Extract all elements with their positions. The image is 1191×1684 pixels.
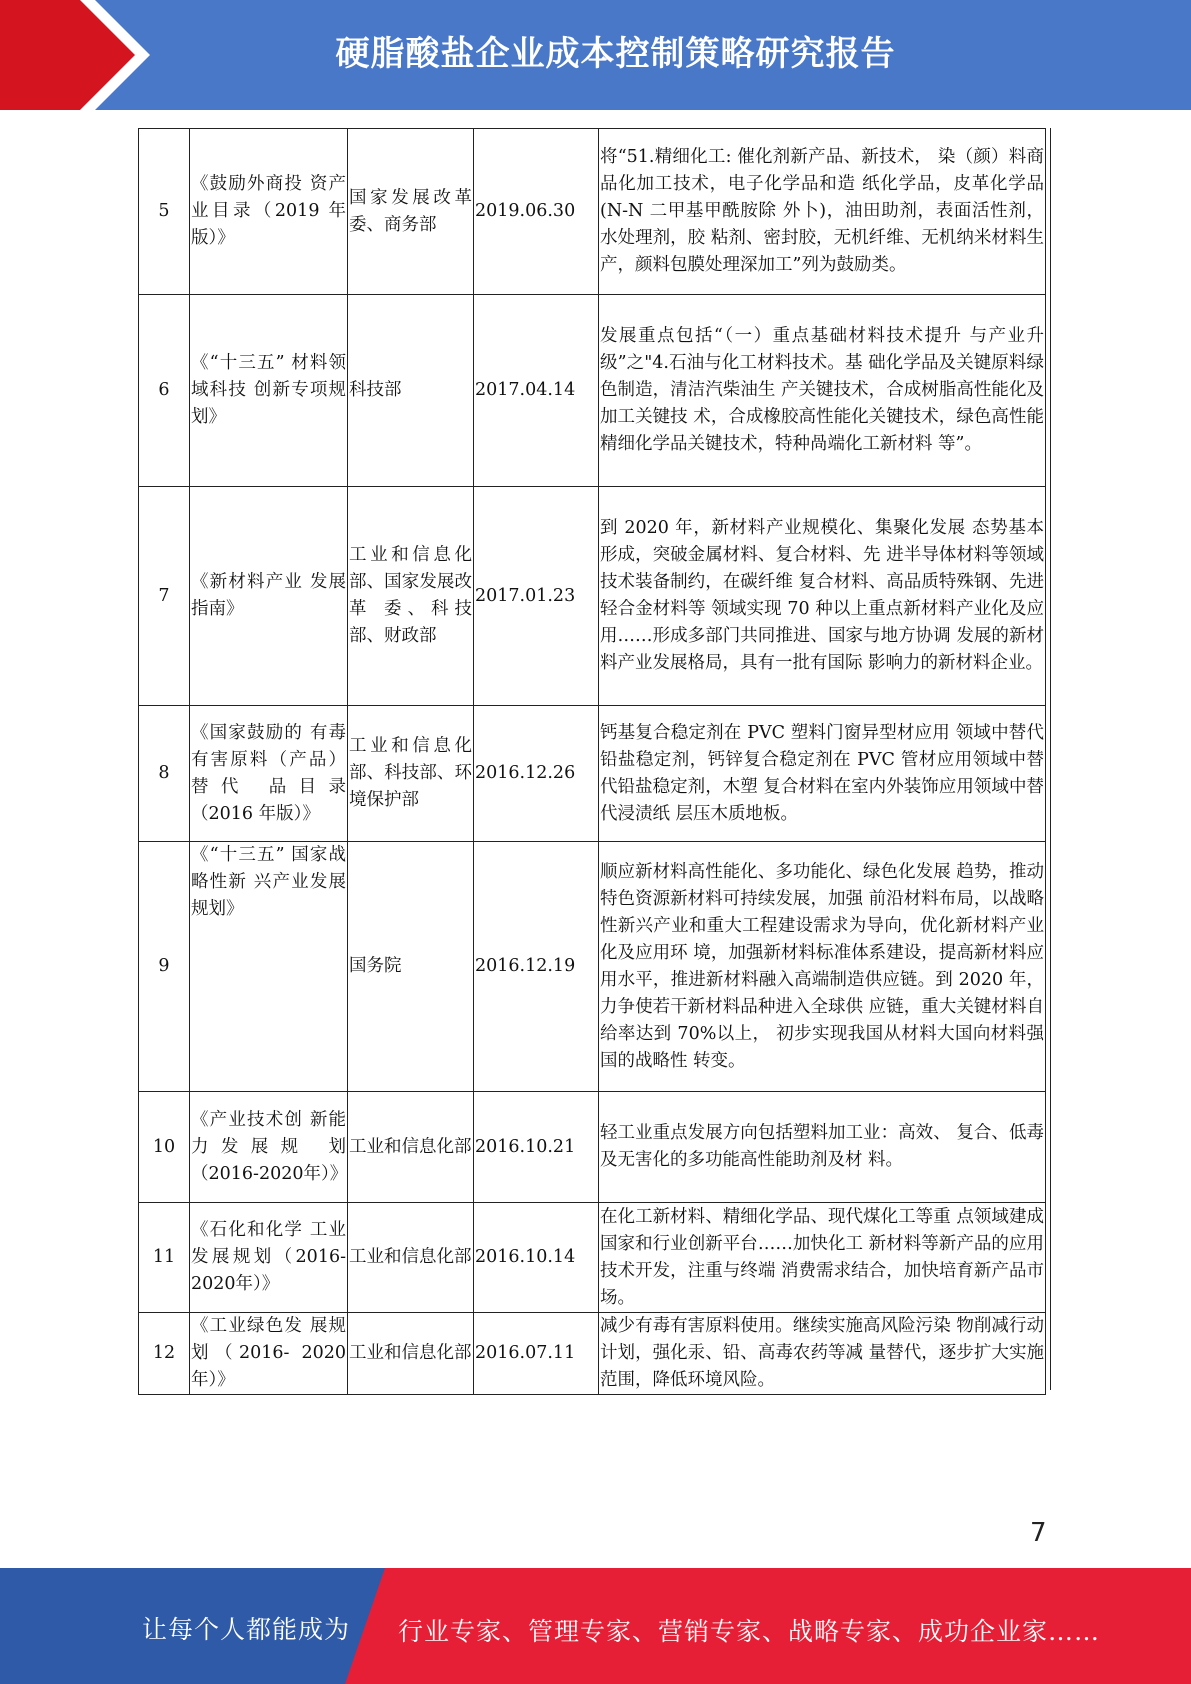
row-number: 8 (139, 706, 190, 842)
issue-date: 2016.07.11 (474, 1313, 599, 1395)
table-row (139, 842, 1046, 1092)
issue-date: 2016.10.14 (474, 1203, 599, 1313)
issue-date: 2016.10.21 (474, 1092, 599, 1203)
issue-date: 2017.01.23 (474, 487, 599, 706)
table-row (139, 1313, 1046, 1395)
policy-table-container (138, 128, 1046, 1395)
page-number: 7 (1030, 1518, 1047, 1548)
row-number: 5 (139, 129, 190, 295)
row-number: 11 (139, 1203, 190, 1313)
row-number: 10 (139, 1092, 190, 1203)
table-row (139, 706, 1046, 842)
row-number: 6 (139, 295, 190, 487)
issue-date: 2017.04.14 (474, 295, 599, 487)
page-title: 硬脂酸盐企业成本控制策略研究报告 (335, 34, 896, 74)
issuing-department: 国家发展改革委、商务部 (348, 129, 474, 295)
issue-date: 2019.06.30 (474, 129, 599, 295)
policy-content: 减少有毒有害原料使用。继续实施高风险污染 物削减行动计划，强化汞、铅、高毒农药等减 量替代，逐步扩大实施范围，降低环境风险。 (599, 1313, 1046, 1395)
page-header (0, 0, 1191, 110)
table-row (139, 1203, 1046, 1313)
policy-name: 《鼓励外商投 资产业目录（2019 年版）》 (190, 129, 348, 295)
policy-content: 钙基复合稳定剂在 PVC 塑料门窗异型材应用 领域中替代铅盐稳定剂，钙锌复合稳定剂在 PVC 管材应用领域中替代铅盐稳定剂，木塑 复合材料在室内外装饰应用领域中替代浸渍纸 层压木质地板。 (599, 706, 1046, 842)
issuing-department: 工业和信息化部、国家发展改革 委、科技 部、财政部 (348, 487, 474, 706)
page-footer (0, 1568, 1191, 1684)
policy-name: 《产业技术创 新能力发展规 划（2016-2020年）》 (190, 1092, 348, 1203)
policy-name: 《石化和化学 工业发展规划（2016-2020年）》 (190, 1203, 348, 1313)
table-right-border (1050, 128, 1051, 1390)
issue-date: 2016.12.19 (474, 842, 599, 1092)
policy-content: 到 2020 年，新材料产业规模化、集聚化发展 态势基本形成，突破金属材料、复合材料、先 进半导体材料等领域技术装备制约，在碳纤维 复合材料、高品质特殊钢、先进轻合金材料等 领域实现 70 种以上重点新材料产业化及应 用……形成多部门共同推进、国家与地方协调 发展的新材料产业发展格局，具有一批有国际 影响力的新材料企业。 (599, 487, 1046, 706)
policy-name: 《工业绿色发 展规划（2016- 2020年）》 (190, 1313, 348, 1395)
table-row (139, 1092, 1046, 1203)
policy-content: 将“51.精细化工: 催化剂新产品、新技术， 染（颜）料商品化加工技术，电子化学品和造 纸化学品，皮革化学品(N-N 二甲基甲酰胺除 外卜)，油田助剂，表面活性剂，水处理剂，胶 粘剂、密封胶，无机纤维、无机纳米材料生 产，颜料包膜处理深加工”列为鼓励类。 (599, 129, 1046, 295)
policy-table (138, 128, 1046, 1395)
row-number: 9 (139, 842, 190, 1092)
policy-name: 《国家鼓励的 有毒有害原料（产品）替代 品目录（2016 年版）》 (190, 706, 348, 842)
issuing-department: 工业和信息化部 (348, 1092, 474, 1203)
issuing-department: 工业和信息化部 (348, 1203, 474, 1313)
row-number: 7 (139, 487, 190, 706)
row-number: 12 (139, 1313, 190, 1395)
policy-content: 在化工新材料、精细化学品、现代煤化工等重 点领域建成国家和行业创新平台……加快化工 新材料等新产品的应用技术开发，注重与终端 消费需求结合，加快培育新产品市场。 (599, 1203, 1046, 1313)
issuing-department: 工业和信息化部、科技部、环境保护部 (348, 706, 474, 842)
policy-name: 《新材料产业 发展指南》 (190, 487, 348, 706)
policy-content: 轻工业重点发展方向包括塑料加工业：高效、 复合、低毒及无害化的多功能高性能助剂及材 料。 (599, 1092, 1046, 1203)
issue-date: 2016.12.26 (474, 706, 599, 842)
policy-name: 《“十三五” 材料领域科技 创新专项规 划》 (190, 295, 348, 487)
table-row (139, 129, 1046, 295)
footer-slogan-right: 行业专家、管理专家、营销专家、战略专家、成功企业家…… (398, 1617, 1101, 1646)
issuing-department: 科技部 (348, 295, 474, 487)
table-row (139, 487, 1046, 706)
policy-content: 顺应新材料高性能化、多功能化、绿色化发展 趋势，推动特色资源新材料可持续发展，加强 前沿材料布局，以战略性新兴产业和重大工程建设需求为导向，优化新材料产业化及应用环 境，加强新材料标准体系建设，提高新材料应 用水平，推进新材料融入高端制造供应链。到 2020 年，力争使若干新材料品种进入全球供 应链，重大关键材料自给率达到 70%以上， 初步实现我国从材料大国向材料强国的战略性 转变。 (599, 842, 1046, 1092)
issuing-department: 国务院 (348, 842, 474, 1092)
header-arrow-decoration (0, 0, 150, 110)
issuing-department: 工业和信息化部 (348, 1313, 474, 1395)
policy-name: 《“十三五” 国家战略性新 兴产业发展规划》 (190, 842, 348, 1092)
footer-slogan-left: 让每个人都能成为 (142, 1615, 351, 1644)
table-row (139, 295, 1046, 487)
policy-content: 发展重点包括“（一）重点基础材料技术提升 与产业升级”之"4.石油与化工材料技术。基 础化学品及关键原料绿色制造，清洁汽柴油生 产关键技术，合成树脂高性能化及加工关键技 术，合成橡胶高性能化关键技术，绿色高性能 精细化学品关键技术，特种咼端化工新材料 等”。 (599, 295, 1046, 487)
